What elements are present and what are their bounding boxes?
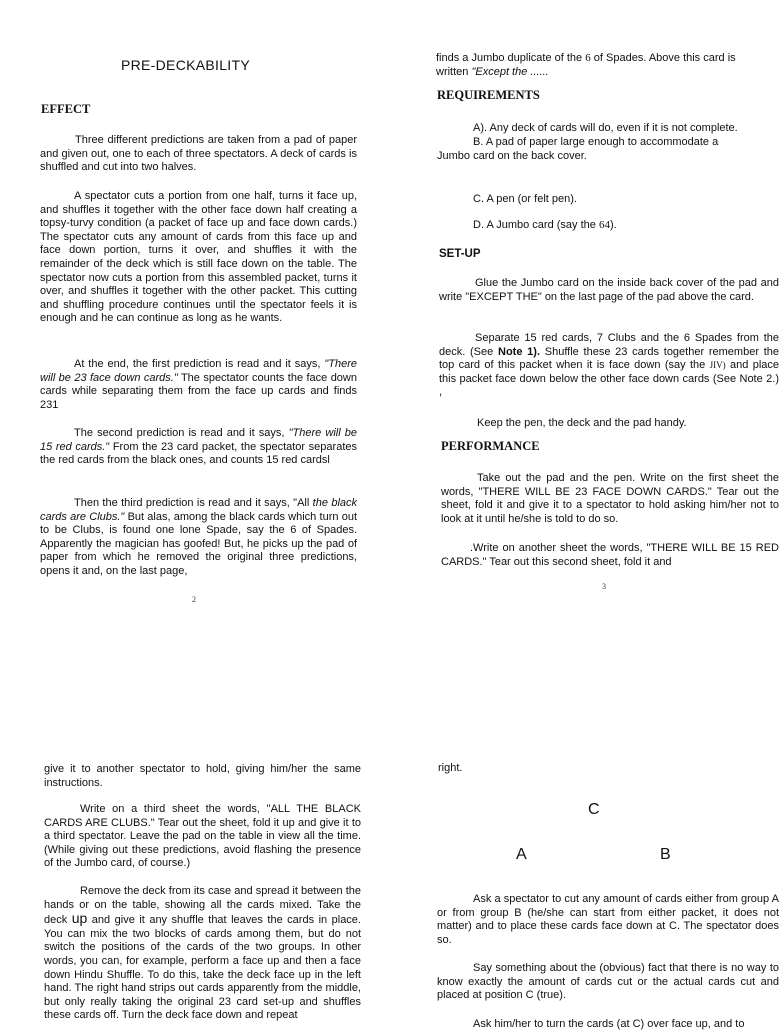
p5-quote: the black cards are Clubs." (40, 497, 358, 523)
performance-paragraph-2: .Write on another sheet the words, "THERE WILL BE 15 RED CARDS." Tear out this second sheet, fold it and (441, 542, 779, 568)
setup-paragraph-1: Glue the Jumbo card on the inside back cover of the pad and write "EXCEPT THE" on the last page of the pad above the card. (439, 277, 779, 303)
page5-paragraph-1: right. (438, 762, 463, 774)
page-number: 3 (602, 582, 606, 591)
page-2 (0, 0, 384, 640)
page5-paragraph-3: Say something about the (obvious) fact that there is no way to know exactly the amount of cards cut or the actual cards cut and placed at position C (true). (437, 962, 779, 1002)
page-5 (384, 640, 779, 1030)
requirement-b: B. A pad of paper large enough to accommodate a Jumbo card on the back cover. (437, 136, 719, 162)
effect-paragraph-2: A spectator cuts a portion from one half, turns it face up, and shuffles it together with the other face down half creating a topsy-turvy condition (a packet of face up and face down cards.) The spectator cuts any amount of cards from this face up and face down portion, turns it over, and shuffles it with the remainder of the deck which is still face down on the table. The spectator now cuts a portion from this assembled packet, turns it over, and shuffles it together with the other packet. This cutting and shuffling procedure continues until the spectator feels it is enough and he can continue as long as he wants. (40, 190, 357, 325)
p3-quote: "There will be 23 face down cards." (40, 358, 357, 384)
page-title: PRE-DECKABILITY (121, 57, 250, 73)
intro-six: 6 (585, 52, 591, 64)
effect-heading: EFFECT (41, 102, 91, 116)
intro-quote: "Except the ...... (471, 65, 549, 78)
p5-text-a: Then the third prediction is read and it says, "All (74, 497, 313, 509)
setup-heading: SET-UP (439, 248, 481, 260)
setup-p2-note: Note 1). (498, 345, 541, 358)
page4-paragraph-2: Write on a third sheet the words, "ALL THE BLACK CARDS ARE CLUBS." Tear out the sheet, fold it up and give it to a third spectator. Leave the pad on the table in view all the time. (While giving out these predictions, avoid flashing the presence of the Jumbo card, of course.) (44, 803, 361, 870)
effect-paragraph-1: Three different predictions are taken from a pad of paper and given out, one to each of three spectators. A deck of cards is shuffled and cut into two halves. (40, 134, 357, 174)
requirements-heading: REQUIREMENTS (437, 88, 540, 102)
intro-text-b: of Spades. Above this card is written (436, 52, 736, 78)
intro-text (436, 52, 752, 79)
setup-p2-text-c: and place this packet face down below the other face down cards (See Note 2.) , (439, 359, 779, 399)
performance-heading: PERFORMANCE (441, 439, 540, 453)
page4-paragraph-3 (44, 885, 361, 1023)
setup-paragraph-3: Keep the pen, the deck and the pad handy. (477, 417, 687, 429)
p4-quote: "There will be 15 red cards." (40, 427, 358, 453)
performance-paragraph-1: Take out the pad and the pen. Write on the first sheet the words, "THERE WILL BE 23 FACE DOWN CARDS." Tear out the sheet, fold it and give it to a spectator to hold asking him/her not to look at it until he/she is told to do so. (441, 472, 779, 525)
effect-paragraph-3 (40, 358, 357, 412)
intro-text-a: finds a Jumbo duplicate of the (436, 52, 586, 64)
page4-paragraph-1: give it to another spectator to hold, giving him/her the same instructions. (44, 763, 361, 789)
page5-paragraph-4: Ask him/her to turn the cards (at C) over face up, and to (473, 1018, 745, 1030)
position-label-b: B (660, 846, 671, 863)
position-label-a: A (516, 846, 527, 863)
page4-p3-text-b: and give it any shuffle that leaves the cards in place. You can mix the two blocks of cards among them, but do not switch the positions of the cards of the two groups. In other words, you can, for example, perform a face up and then a face down Hindu Shuffle. To do this, take the deck face up in the left hand. The right hand strips out cards apparently from the middle, but only really taking the original 23 card set-up and shuffles these cards off. Turn the deck face down and repeat (44, 914, 361, 1022)
page4-p3-text-a: Remove the deck from its case and spread it between the hands or on the table, showing all the cards mixed. Take the deck (44, 885, 361, 927)
page4-p3-up: up (71, 910, 88, 927)
page-3 (384, 0, 779, 640)
p3-text-a: At the end, the first prediction is read and it says, (74, 358, 325, 370)
requirement-a: A). Any deck of cards will do, even if it is not complete. (473, 122, 738, 134)
requirement-d (473, 219, 753, 233)
position-label-c: C (588, 801, 600, 818)
effect-paragraph-5 (40, 497, 357, 579)
effect-paragraph-4 (40, 427, 357, 468)
page5-paragraph-2: Ask a spectator to cut any amount of cards either from group A or from group B (he/she can start from either packet, it does not matter) and to place these cards face down at C. The spectator does so. (437, 893, 779, 946)
setup-p2-card: JIV) (709, 360, 726, 371)
page-4 (0, 640, 384, 1024)
page-number: 2 (192, 595, 196, 604)
requirement-c: C. A pen (or felt pen). (473, 193, 577, 205)
setup-p2-text-b: Shuffle these 23 cards together remember the top card of this packet when it is face down (say the (439, 345, 779, 372)
requirement-d-text: D. A Jumbo card (say the (473, 219, 599, 231)
setup-paragraph-2 (439, 332, 779, 400)
p3-text-b: The spectator counts the face down cards while separating them from the face up cards and finds 231 (40, 371, 357, 411)
requirement-d-card: 64 (598, 219, 610, 231)
p4-text-a: The second prediction is read and it says, (74, 427, 289, 439)
setup-p2-text-a: Separate 15 red cards, 7 Clubs and the 6 Spades from the deck. (See (439, 332, 779, 358)
p4-text-b: From the 23 card packet, the spectator separates the red cards from the black ones, and counts 15 red cardsl (40, 440, 357, 467)
p5-text-b: But alas, among the black cards which turn out to be Clubs, is found one lone Spade, say the 6 of Spades. Apparently the magician has goofed! But, he picks up the pad of paper from which he removed the original three predictions, opens it and, on the last page, (40, 510, 358, 577)
requirement-d-end: ). (609, 219, 617, 231)
